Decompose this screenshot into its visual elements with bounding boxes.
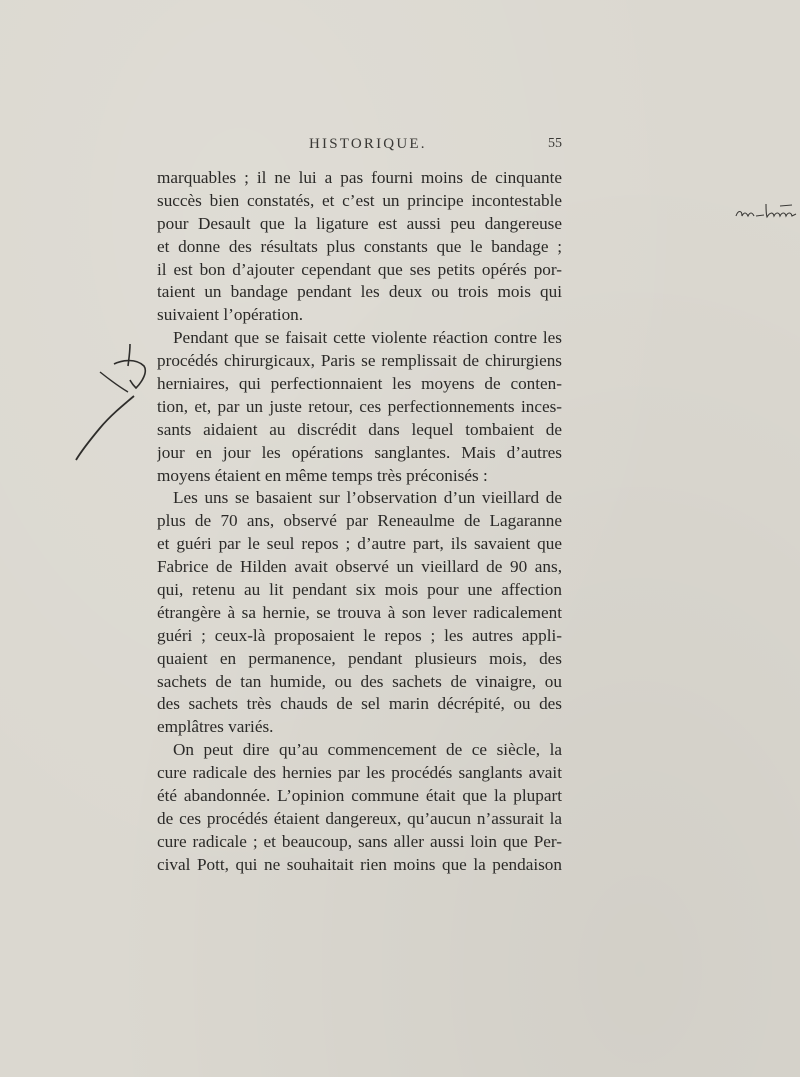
text-line: Fabrice de Hilden avait observé un vieillard de 90 ans,: [157, 557, 562, 577]
text-line: étrangère à sa hernie, se trouva à son lever radicalement: [157, 602, 562, 622]
running-title: HISTORIQUE.: [309, 136, 427, 152]
text-line: et guéri par le seul repos ; d’autre part, ils savaient que: [157, 534, 562, 554]
text-line: cure radicale ; et beaucoup, sans aller aussi loin que Per-: [157, 831, 562, 851]
text-line: sants aidaient au discrédit dans lequel tombaient de: [157, 419, 562, 439]
text-line: jour en jour les opérations sanglantes. Mais d’autres: [157, 442, 562, 462]
text-line: On peut dire qu’au commencement de ce siècle, la: [173, 740, 562, 760]
text-line: marquables ; il ne lui a pas fourni moins de cinquante: [157, 168, 562, 187]
margin-note-handwriting: [732, 196, 798, 226]
text-line: herniaires, qui perfectionnaient les moyens de conten-: [157, 374, 562, 394]
text-line: procédés chirurgicaux, Paris se remplissait de chirurgiens: [157, 351, 562, 371]
text-line: Pendant que se faisait cette violente réaction contre les: [173, 328, 562, 348]
margin-bracket-mark: [70, 342, 150, 462]
text-line: cival Pott, qui ne souhaitait rien moins que la pendaison: [157, 854, 562, 874]
text-line: pour Desault que la ligature est aussi peu dangereuse: [157, 213, 562, 233]
text-line: plus de 70 ans, observé par Reneaulme de Lagaranne: [157, 511, 562, 531]
text-line: sachets de tan humide, ou des sachets de vinaigre, ou: [157, 671, 562, 691]
text-line: guéri ; ceux-là proposaient le repos ; les autres appli-: [157, 625, 562, 645]
text-line: tion, et, par un juste retour, ces perfectionnements inces-: [157, 396, 562, 416]
text-line: Les uns se basaient sur l’observation d’un vieillard de: [173, 488, 562, 508]
text-line: et donne des résultats plus constants que le bandage ;: [157, 236, 562, 256]
body-text: [157, 167, 562, 877]
text-line: cure radicale des hernies par les procédés sanglants avait: [157, 763, 562, 783]
text-line: succès bien constatés, et c’est un principe incontestable: [157, 190, 562, 210]
text-line: moyens étaient en même temps très préconisés :: [157, 465, 488, 485]
text-line: été abandonnée. L’opinion commune était que la plupart: [157, 786, 562, 806]
text-line: quaient en permanence, pendant plusieurs mois, des: [157, 648, 562, 668]
text-line: emplâtres variés.: [157, 717, 274, 737]
page-number: 55: [548, 136, 562, 151]
text-line: des sachets très chauds de sel marin décrépité, ou des: [157, 694, 562, 714]
text-line: de ces procédés étaient dangereux, qu’aucun n’assurait la: [157, 808, 562, 828]
text-line: qui, retenu au lit pendant six mois pour une affection: [157, 580, 562, 600]
text-line: il est bon d’ajouter cependant que ses petits opérés por-: [157, 259, 562, 279]
text-line: taient un bandage pendant les deux ou trois mois qui: [157, 282, 562, 302]
running-head: [157, 136, 562, 156]
text-line: suivaient l’opération.: [157, 305, 304, 325]
